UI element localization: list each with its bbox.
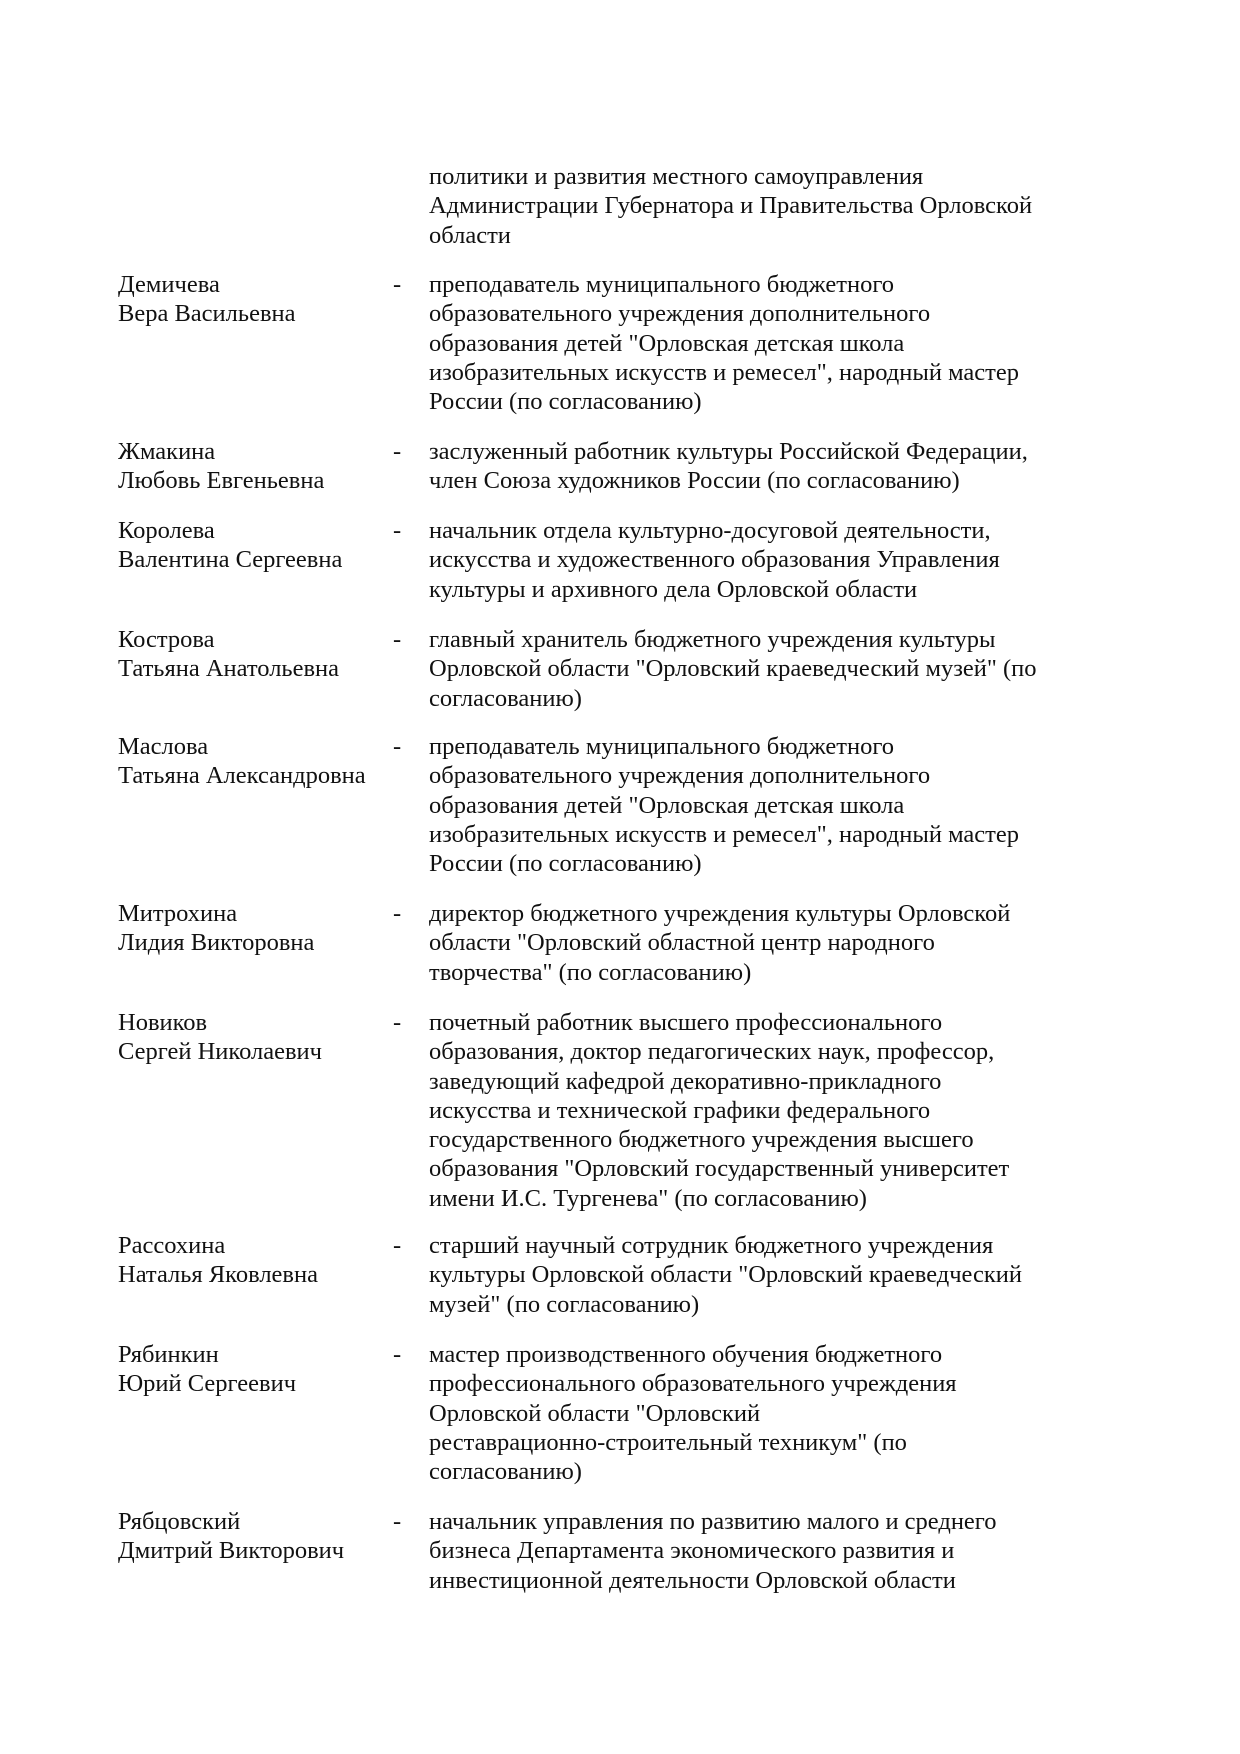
dash-separator: - bbox=[393, 1508, 402, 1535]
description-line: преподаватель муниципального бюджетного bbox=[429, 271, 895, 298]
member-surname: Рассохина bbox=[118, 1232, 226, 1259]
description-line: образовательного учреждения дополнительного bbox=[429, 300, 931, 328]
description-line: образовательного учреждения дополнительного bbox=[429, 762, 931, 790]
member-given-names: Татьяна Анатольевна bbox=[118, 655, 340, 683]
description-line: изобразительных искусств и ремесел", народный мастер bbox=[429, 358, 1019, 386]
description-line: государственного бюджетного учреждения высшего bbox=[429, 1126, 974, 1154]
description-line: образования детей "Орловская детская школа bbox=[429, 791, 905, 819]
description-line: культуры и архивного дела Орловской области bbox=[429, 575, 918, 603]
description-line: бизнеса Департамента экономического развития и bbox=[429, 1537, 955, 1565]
member-given-names: Вера Васильевна bbox=[118, 300, 296, 328]
member-surname: Жмакина bbox=[118, 438, 216, 465]
description-line: образования детей "Орловская детская школа bbox=[429, 329, 905, 357]
description-line: образования, доктор педагогических наук, профессор, bbox=[429, 1038, 995, 1066]
description-line: музей" (по согласованию) bbox=[429, 1290, 700, 1318]
description-line: творчества" (по согласованию) bbox=[429, 958, 752, 986]
member-position bbox=[429, 899, 1069, 987]
member-given-names: Юрий Сергеевич bbox=[118, 1370, 297, 1398]
description-line: преподаватель муниципального бюджетного bbox=[429, 733, 895, 760]
description-line: заведующий кафедрой декоративно-прикладного bbox=[429, 1067, 942, 1095]
dash-separator: - bbox=[393, 626, 402, 653]
description-line: реставрационно-строительный техникум" (по bbox=[429, 1428, 907, 1456]
description-line: начальник управления по развитию малого и среднего bbox=[429, 1508, 997, 1535]
description-line: искусства и технической графики федерального bbox=[429, 1096, 931, 1124]
description-line: старший научный сотрудник бюджетного учреждения bbox=[429, 1232, 994, 1259]
member-name bbox=[118, 732, 366, 791]
description-line: области bbox=[429, 221, 511, 249]
description-line: инвестиционной деятельности Орловской области bbox=[429, 1566, 956, 1594]
member-given-names: Дмитрий Викторович bbox=[118, 1537, 345, 1565]
member-surname: Рябцовский bbox=[118, 1508, 241, 1535]
dash-separator: - bbox=[393, 733, 402, 760]
description-line: согласованию) bbox=[429, 1458, 582, 1486]
description-line: России (по согласованию) bbox=[429, 388, 702, 416]
member-given-names: Сергей Николаевич bbox=[118, 1038, 322, 1066]
member-surname: Демичева bbox=[118, 271, 220, 298]
member-name bbox=[118, 437, 324, 496]
description-line: изобразительных искусств и ремесел", народный мастер bbox=[429, 820, 1019, 848]
dash-separator: - bbox=[393, 1232, 402, 1259]
member-position bbox=[429, 1507, 1069, 1595]
member-name bbox=[118, 516, 342, 575]
member-given-names: Татьяна Александровна bbox=[118, 762, 366, 790]
member-name bbox=[118, 1008, 322, 1067]
description-line: Орловской области "Орловский bbox=[429, 1399, 761, 1427]
description-line: согласованию) bbox=[429, 684, 582, 712]
dash-separator: - bbox=[393, 438, 402, 465]
description-line: Администрации Губернатора и Правительства Орловской bbox=[429, 192, 1033, 220]
description-line: культуры Орловской области "Орловский краеведческий bbox=[429, 1261, 1023, 1289]
member-surname: Королева bbox=[118, 517, 215, 544]
member-given-names: Наталья Яковлевна bbox=[118, 1261, 318, 1289]
description-line: Орловской области "Орловский краеведческий музей" (по bbox=[429, 655, 1037, 683]
member-surname: Новиков bbox=[118, 1009, 208, 1036]
dash-separator: - bbox=[393, 900, 402, 927]
description-line: директор бюджетного учреждения культуры Орловской bbox=[429, 900, 1011, 927]
entry-description bbox=[429, 162, 1069, 250]
member-position bbox=[429, 437, 1069, 496]
member-name bbox=[118, 270, 296, 329]
description-line: начальник отдела культурно-досуговой деятельности, bbox=[429, 517, 991, 544]
description-line: профессионального образовательного учреждения bbox=[429, 1370, 957, 1398]
description-line: главный хранитель бюджетного учреждения культуры bbox=[429, 626, 996, 653]
member-position bbox=[429, 1008, 1069, 1213]
member-position bbox=[429, 1340, 1069, 1486]
dash-separator: - bbox=[393, 1009, 402, 1036]
dash-separator: - bbox=[393, 517, 402, 544]
description-line: мастер производственного обучения бюджетного bbox=[429, 1341, 943, 1368]
dash-separator: - bbox=[393, 271, 402, 298]
member-surname: Маслова bbox=[118, 733, 209, 760]
description-line: заслуженный работник культуры Российской Федерации, bbox=[429, 438, 1028, 465]
member-name bbox=[118, 625, 339, 684]
member-given-names: Лидия Викторовна bbox=[118, 929, 315, 957]
member-surname: Кострова bbox=[118, 626, 215, 653]
member-name bbox=[118, 899, 314, 958]
description-line: член Союза художников России (по согласованию) bbox=[429, 467, 960, 495]
member-position bbox=[429, 732, 1069, 878]
description-line: искусства и художественного образования Управления bbox=[429, 546, 1000, 574]
description-line: образования "Орловский государственный университет bbox=[429, 1155, 1010, 1183]
dash-separator: - bbox=[393, 1341, 402, 1368]
description-line: России (по согласованию) bbox=[429, 850, 702, 878]
member-name bbox=[118, 1231, 318, 1290]
member-position bbox=[429, 516, 1069, 604]
member-position bbox=[429, 625, 1069, 713]
description-line: имени И.С. Тургенева" (по согласованию) bbox=[429, 1184, 867, 1212]
member-surname: Митрохина bbox=[118, 900, 238, 927]
member-name bbox=[118, 1507, 344, 1566]
member-position bbox=[429, 1231, 1069, 1319]
member-position bbox=[429, 270, 1069, 416]
member-given-names: Валентина Сергеевна bbox=[118, 546, 343, 574]
member-name bbox=[118, 1340, 296, 1399]
member-given-names: Любовь Евгеньевна bbox=[118, 467, 325, 495]
description-line: политики и развития местного самоуправления bbox=[429, 163, 924, 190]
member-surname: Рябинкин bbox=[118, 1341, 219, 1368]
description-line: области "Орловский областной центр народного bbox=[429, 929, 935, 957]
description-line: почетный работник высшего профессионального bbox=[429, 1009, 943, 1036]
